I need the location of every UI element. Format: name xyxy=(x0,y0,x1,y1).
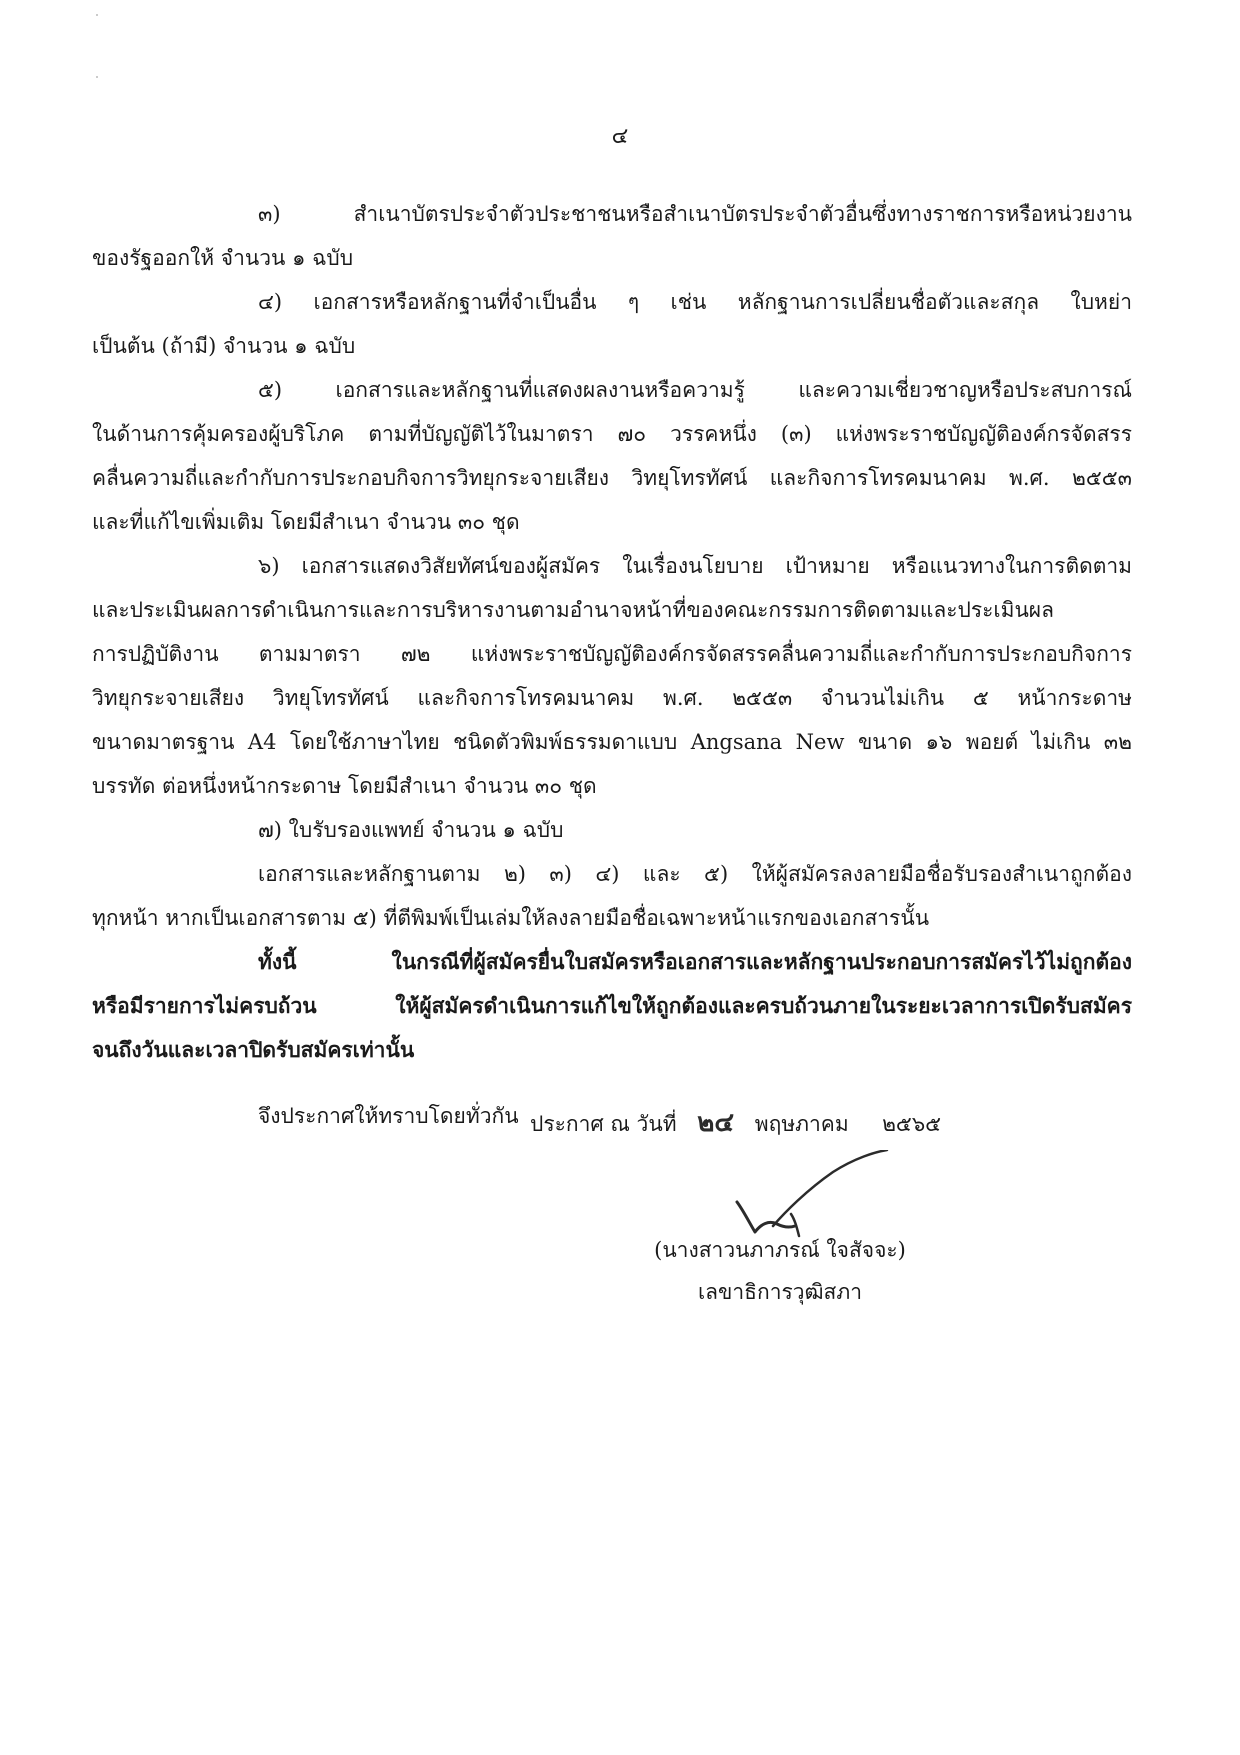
date-month: พฤษภาคม xyxy=(754,1112,849,1136)
scan-speck xyxy=(96,76,98,78)
item-7-line-1: ๗) ใบรับรองแพทย์ จำนวน ๑ ฉบับ xyxy=(258,818,564,842)
certification-line-1: เอกสารและหลักฐานตาม ๒) ๓) ๔) และ ๕) ให้ผู้สมัครลงลายมือชื่อรับรองสำเนาถูกต้อง xyxy=(258,862,1132,886)
item-5-line-4: และที่แก้ไขเพิ่มเติม โดยมีสำเนา จำนวน ๓๐ ชุด xyxy=(92,510,520,534)
signer-title: เลขาธิการวุฒิสภา xyxy=(697,1280,862,1304)
certification-line-2: ทุกหน้า หากเป็นเอกสารตาม ๕) ที่ตีพิมพ์เป็นเล่มให้ลงลายมือชื่อเฉพาะหน้าแรกของเอกสารนั้น xyxy=(92,906,930,930)
page-number: ๔ xyxy=(611,124,629,149)
item-6-line-2: และประเมินผลการดำเนินการและการบริหารงานตามอำนาจหน้าที่ของคณะกรรมการติดตามและประเมินผล xyxy=(92,598,1054,622)
date-year: ๒๕๖๕ xyxy=(882,1112,942,1136)
notice-line-1: ทั้งนี้ ในกรณีที่ผู้สมัครยื่นใบสมัครหรือเอกสารและหลักฐานประกอบการสมัครไว้ไม่ถูกต้อง xyxy=(258,949,1132,974)
item-5-line-3: คลื่นความถี่และกำกับการประกอบกิจการวิทยุกระจายเสียง วิทยุโทรทัศน์ และกิจการโทรคมนาคม พ.ศ. ๒๕๕๓ xyxy=(92,466,1132,490)
date-day-handwritten: ๒๔ xyxy=(697,1108,735,1138)
item-5-line-2: ในด้านการคุ้มครองผู้บริโภค ตามที่บัญญัติไว้ในมาตรา ๗๐ วรรคหนึ่ง (๓) แห่งพระราชบัญญัติองค์กรจัดสรร xyxy=(92,422,1132,446)
item-6-line-1: ๖) เอกสารแสดงวิสัยทัศน์ของผู้สมัคร ในเรื่องนโยบาย เป้าหมาย หรือแนวทางในการติดตาม xyxy=(258,554,1132,578)
notice-line-2: หรือมีรายการไม่ครบถ้วน ให้ผู้สมัครดำเนินการแก้ไขให้ถูกต้องและครบถ้วนภายในระยะเวลาการเปิดรับสมัคร xyxy=(92,993,1132,1018)
scan-speck xyxy=(96,14,98,16)
item-4-line-2: เป็นต้น (ถ้ามี) จำนวน ๑ ฉบับ xyxy=(92,334,356,358)
notice-line-3: จนถึงวันและเวลาปิดรับสมัครเท่านั้น xyxy=(92,1037,415,1062)
document-body xyxy=(92,192,1132,1138)
closing-statement: จึงประกาศให้ทราบโดยทั่วกัน xyxy=(258,1104,519,1128)
signer-name: (นางสาวนภาภรณ์ ใจสัจจะ) xyxy=(654,1238,906,1262)
item-3-line-2: ของรัฐออกให้ จำนวน ๑ ฉบับ xyxy=(92,246,354,270)
item-6-line-6: บรรทัด ต่อหนึ่งหน้ากระดาษ โดยมีสำเนา จำนวน ๓๐ ชุด xyxy=(92,774,597,798)
date-prefix: ประกาศ ณ วันที่ xyxy=(530,1112,677,1136)
announcement-date xyxy=(530,1102,941,1143)
item-3-line-1: ๓) สำเนาบัตรประจำตัวประชาชนหรือสำเนาบัตรประจำตัวอื่นซึ่งทางราชการหรือหน่วยงาน xyxy=(258,202,1132,226)
item-6-line-5: ขนาดมาตรฐาน A4 โดยใช้ภาษาไทย ชนิดตัวพิมพ์ธรรมดาแบบ Angsana New ขนาด ๑๖ พอยต์ ไม่เกิน ๓๒ xyxy=(92,730,1132,754)
item-6-line-3: การปฏิบัติงาน ตามมาตรา ๗๒ แห่งพระราชบัญญัติองค์กรจัดสรรคลื่นความถี่และกำกับการประกอบกิจการ xyxy=(92,642,1132,666)
item-4-line-1: ๔) เอกสารหรือหลักฐานที่จำเป็นอื่น ๆ เช่น หลักฐานการเปลี่ยนชื่อตัวและสกุล ใบหย่า xyxy=(258,290,1132,314)
item-5-line-1: ๕) เอกสารและหลักฐานที่แสดงผลงานหรือความรู้ และความเชี่ยวชาญหรือประสบการณ์ xyxy=(258,378,1132,402)
item-6-line-4: วิทยุกระจายเสียง วิทยุโทรทัศน์ และกิจการโทรคมนาคม พ.ศ. ๒๕๕๓ จำนวนไม่เกิน ๕ หน้ากระดาษ xyxy=(92,686,1132,710)
